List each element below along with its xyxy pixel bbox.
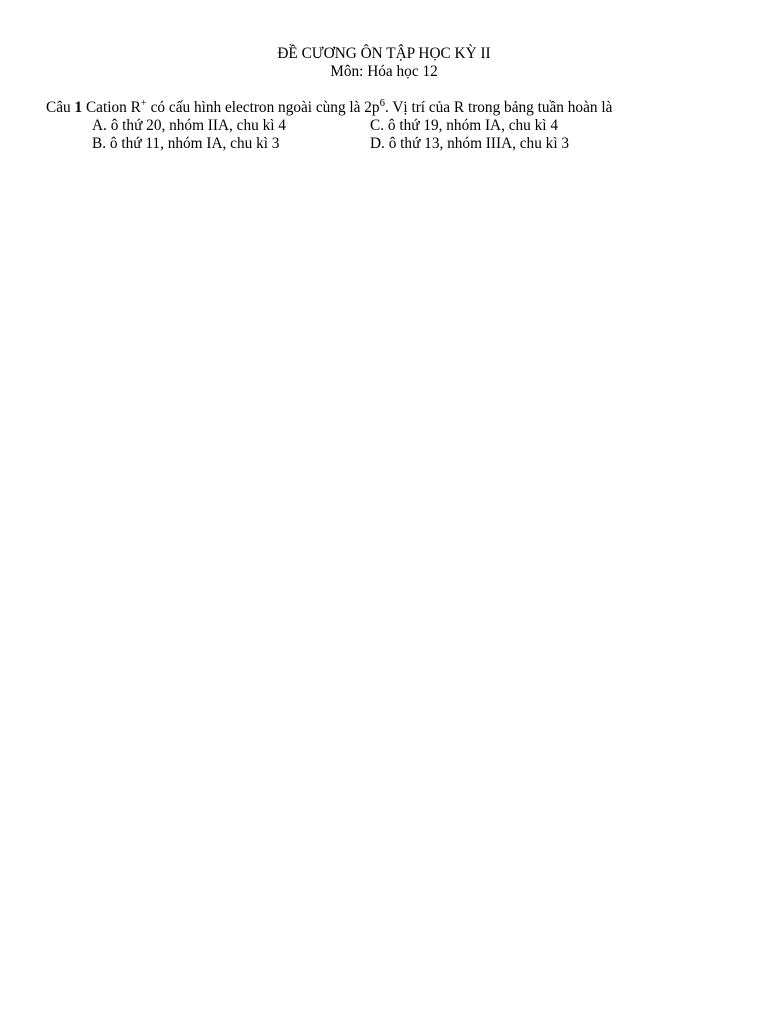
answer-option: D. ô thứ 13, nhóm IIIA, chu kì 3 [370,135,570,153]
question-list [46,96,722,153]
answer-options-row [46,117,722,135]
answer-options-row [46,135,722,153]
answer-option: B. ô thứ 11, nhóm IA, chu kì 3 [92,135,280,153]
answer-option: C. ô thứ 19, nhóm IA, chu kì 4 [370,117,559,135]
question-number: 1 [74,99,83,116]
answer-option: A. ô thứ 20, nhóm IIA, chu kì 4 [92,117,286,135]
subject-line: Môn: Hóa học 12 [330,63,438,81]
question-1-stem: Câu 1 Cation R+ có cấu hình electron ngoài cùng là $2p^6$. Vị trí của R trong bảng tuần hoàn là [46,96,613,116]
page-title: ĐỀ CƯƠNG ÔN TẬP HỌC KỲ II [277,45,491,62]
